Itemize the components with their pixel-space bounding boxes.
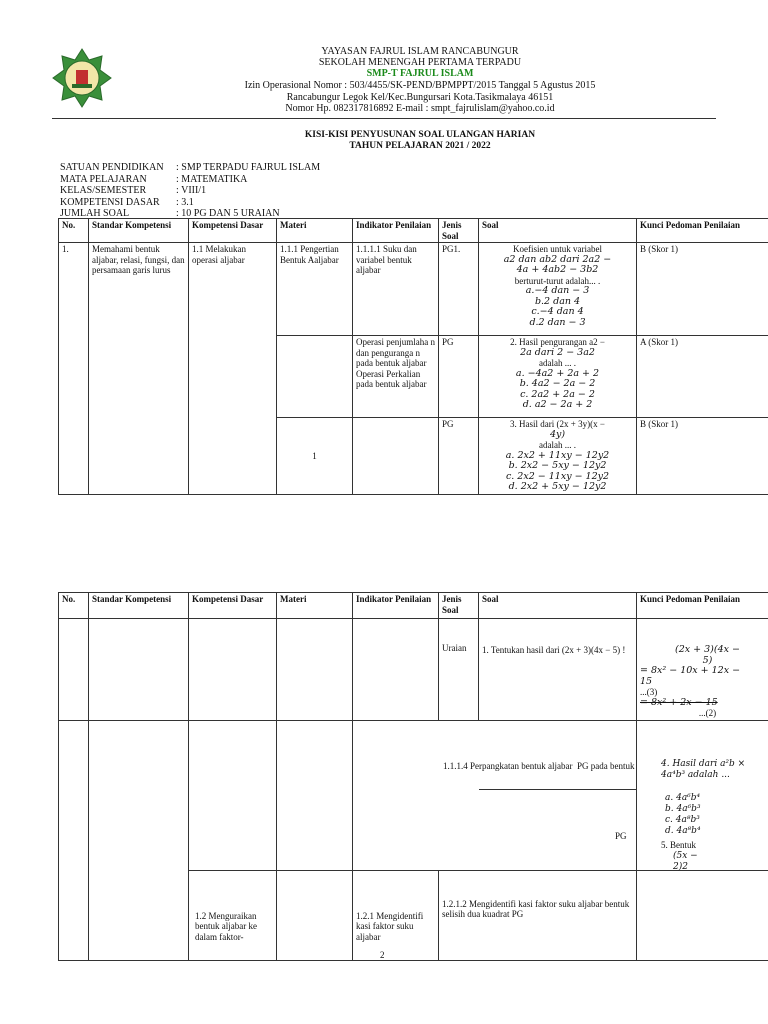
indikator: Operasi penjumlaha n dan penguranga n pada bentuk aljabar Operasi Perkalian pada bentuk aljabar [353, 336, 439, 418]
meta-info [60, 162, 320, 220]
soal-tail: adalah ... . [539, 358, 576, 368]
option-b: b. 4a⁶b³ [665, 803, 701, 814]
question-number: 3. [510, 419, 517, 429]
materi [277, 619, 353, 721]
col-header: Kunci Pedoman Penilaian [637, 219, 768, 243]
col-header: Standar Kompetensi [89, 593, 189, 619]
option-b: b.2 dan 4 [534, 295, 581, 307]
kunci-line: = 8x² − 10x + 12x − [640, 665, 741, 676]
col-header: Jenis Soal [439, 593, 479, 619]
q5-line: 5. Bentuk [661, 839, 696, 850]
header-divider [52, 118, 716, 119]
kunci-cell [637, 720, 768, 870]
indikator-detail [439, 870, 637, 960]
question-number: 2. [510, 337, 517, 347]
soal-tail: adalah ... . [539, 440, 576, 450]
col-header: No. [59, 219, 89, 243]
page-number: 2 [380, 950, 385, 960]
option-d: d. a2 − 2a + 2 [522, 399, 593, 410]
jenis-soal: PG [439, 418, 479, 495]
meta-value: : 3.1 [176, 196, 194, 208]
foundation-name: YAYASAN FAJRUL ISLAM RANCABUNGUR [321, 46, 519, 57]
jenis-soal: Uraian [439, 619, 479, 721]
option-d: d. 4a⁸b⁴ [665, 825, 701, 836]
kunci-score: ...(2) [698, 708, 717, 718]
option-a: a. −4a2 + 2a + 2 [515, 367, 600, 379]
kunci-line: = 8x² + 2x − 15 [640, 696, 718, 708]
col-header: Standar Kompetensi [89, 219, 189, 243]
operational-permit: Izin Operasional Nomor : 503/4455/SK-PEND/BPMPPT/2015 Tanggal 5 Agustus 2015 [244, 80, 596, 91]
question-number: 1. [453, 244, 461, 254]
materi [277, 870, 353, 960]
jenis-perpangkatan: PG pada bentuk [577, 760, 635, 771]
col-header: Kunci Pedoman Penilaian [637, 593, 768, 619]
school-type: SEKOLAH MENENGAH PERTAMA TERPADU [318, 57, 522, 68]
option-c: c. 2a2 + 2a − 2 [520, 388, 595, 400]
row-number [59, 619, 89, 721]
col-header: Materi [277, 593, 353, 619]
meta-value: : MATEMATIKA [176, 173, 248, 185]
materi [277, 720, 353, 870]
doc-year: TAHUN PELAJARAN 2021 / 2022 [349, 141, 491, 151]
option-b: b. 4a2 − 2a − 2 [519, 378, 596, 389]
jenis-pg: PG [615, 830, 627, 841]
kisi-table-1 [58, 218, 768, 495]
col-header: Soal [479, 593, 637, 619]
table-row [59, 720, 768, 870]
materi: 1.1.1 Pengertian Bentuk Aaljabar [277, 243, 353, 336]
kompetensi-dasar [189, 619, 277, 721]
school-logo [52, 48, 112, 108]
kunci: A (Skor 1) [637, 336, 768, 418]
soal-intro: Hasil dari (2x + 3y)(x − [519, 419, 605, 429]
option-b: b. 2x2 − 5xy − 12y2 [508, 460, 607, 471]
meta-label: KOMPETENSI DASAR [60, 196, 160, 208]
q5-line: 2)2 [673, 861, 688, 872]
row-divider [479, 789, 636, 790]
row-number: 1. [59, 243, 89, 495]
kompetensi-dasar: 1.2 Menguraikan bentuk aljabar ke dalam faktor- [189, 870, 277, 960]
soal-intro: Hasil pengurangan a2 − [519, 337, 605, 347]
soal-math: 2a dari 2 − 3a2 [520, 346, 595, 358]
soal-cell [479, 243, 637, 336]
option-d: d.2 dan − 3 [529, 316, 586, 328]
option-d: d. 2x2 + 5xy − 12y2 [508, 481, 607, 492]
soal-cell: 1. Tentukan hasil dari (2x + 3)(4x − 5) ! [479, 619, 637, 721]
meta-value: : SMP TERPADU FAJRUL ISLAM [176, 162, 321, 173]
kunci-line: (2x + 3)(4x − [675, 644, 740, 655]
meta-value: : VIII/1 [176, 185, 207, 196]
soal-math: a2 dan ab2 dari 2a2 − [503, 253, 612, 265]
school-address: Rancabungur Legok Kel/Kec.Bungursari Kota.Tasikmalaya 46151 [286, 92, 554, 103]
kunci-line: 5) [702, 654, 713, 666]
materi [277, 336, 353, 418]
row-number [59, 720, 89, 960]
meta-value: : 10 PG DAN 5 URAIAN [176, 208, 280, 219]
soal-math: 4a + 4ab2 − 3b2 [516, 264, 599, 275]
doc-title: KISI-KISI PENYUSUNAN SOAL ULANGAN HARIAN [304, 130, 536, 140]
option-c: c.−4 dan 4 [531, 306, 584, 317]
col-header: Jenis Soal [439, 219, 479, 243]
table-header-row [59, 219, 768, 243]
table-header-row [59, 593, 768, 619]
jenis-soal: PG [439, 336, 479, 418]
q5-line: (5x − [673, 850, 698, 861]
option-a: a. 2x2 + 11xy − 12y2 [505, 449, 610, 461]
kunci: B (Skor 1) [637, 243, 768, 336]
col-header: No. [59, 593, 89, 619]
kompetensi-dasar: 1.1 Melakukan operasi aljabar [189, 243, 277, 495]
table-row [59, 619, 768, 721]
col-header: Indikator Penilaian [353, 219, 439, 243]
kompetensi-dasar [189, 720, 277, 870]
meta-label: MATA PELAJARAN [60, 173, 147, 185]
school-contact: Nomor Hp. 082317816892 E-mail : smpt_fajrulislam@yahoo.co.id [285, 103, 555, 114]
kunci-line: 15 [640, 675, 653, 687]
option-a: a. 4a⁶b⁴ [665, 792, 701, 803]
standar-kompetensi: Memahami bentuk aljabar, relasi, fungsi, dan persamaan garis lurus [89, 243, 189, 495]
indikator-text: 1.2.1.2 Mengidentifi kasi faktor suku aljabar bentuk selisih dua kuadrat [442, 898, 630, 919]
meta-label: JUMLAH SOAL [60, 208, 130, 219]
col-header: Kompetensi Dasar [189, 219, 277, 243]
soal-intro: Koefisien untuk variabel [513, 244, 602, 254]
indikator [353, 619, 439, 721]
kunci-score: ...(3) [640, 687, 658, 697]
col-header: Kompetensi Dasar [189, 593, 277, 619]
soal-cell [479, 336, 637, 418]
indikator [353, 418, 439, 495]
soal-tail: berturut-turut adalah... . [514, 275, 601, 286]
col-header: Indikator Penilaian [353, 593, 439, 619]
jenis-soal [439, 243, 479, 336]
materi-perpangkatan: 1.1.1.4 Perpangkatan bentuk aljabar [443, 760, 573, 771]
soal-line: 4a⁴b³ adalah ... [661, 769, 730, 780]
standar-kompetensi [89, 619, 189, 721]
soal-line: 4. Hasil dari a²b × [661, 758, 746, 769]
indikator: 1.1.1.1 Suku dan variabel bentuk aljabar [353, 243, 439, 336]
soal-math: 4y) [549, 428, 566, 440]
soal-cell [479, 418, 637, 495]
jenis-soal: PG [511, 909, 524, 919]
kunci: B (Skor 1) [637, 418, 768, 495]
soal-cell [637, 870, 768, 960]
col-header: Materi [277, 219, 353, 243]
school-name: SMP-T FAJRUL ISLAM [366, 68, 474, 79]
standar-kompetensi [89, 720, 189, 960]
materi-number: 1 [277, 418, 353, 495]
option-a: a.−4 dan − 3 [525, 285, 590, 296]
col-header: Soal [479, 219, 637, 243]
indikator: 1.2.1 Mengidentifi kasi faktor suku aljabar [353, 870, 439, 960]
perpangkatan-cell [353, 720, 637, 870]
option-c: c. 2x2 − 11xy − 12y2 [505, 470, 610, 482]
kunci-cell [637, 619, 768, 721]
jenis-label: PG [442, 244, 454, 254]
table-row [59, 243, 768, 336]
option-c: c. 4a⁸b³ [665, 814, 700, 825]
meta-label: SATUAN PENDIDIKAN [60, 162, 164, 173]
kisi-table-2 [58, 592, 768, 961]
meta-label: KELAS/SEMESTER [60, 185, 147, 196]
